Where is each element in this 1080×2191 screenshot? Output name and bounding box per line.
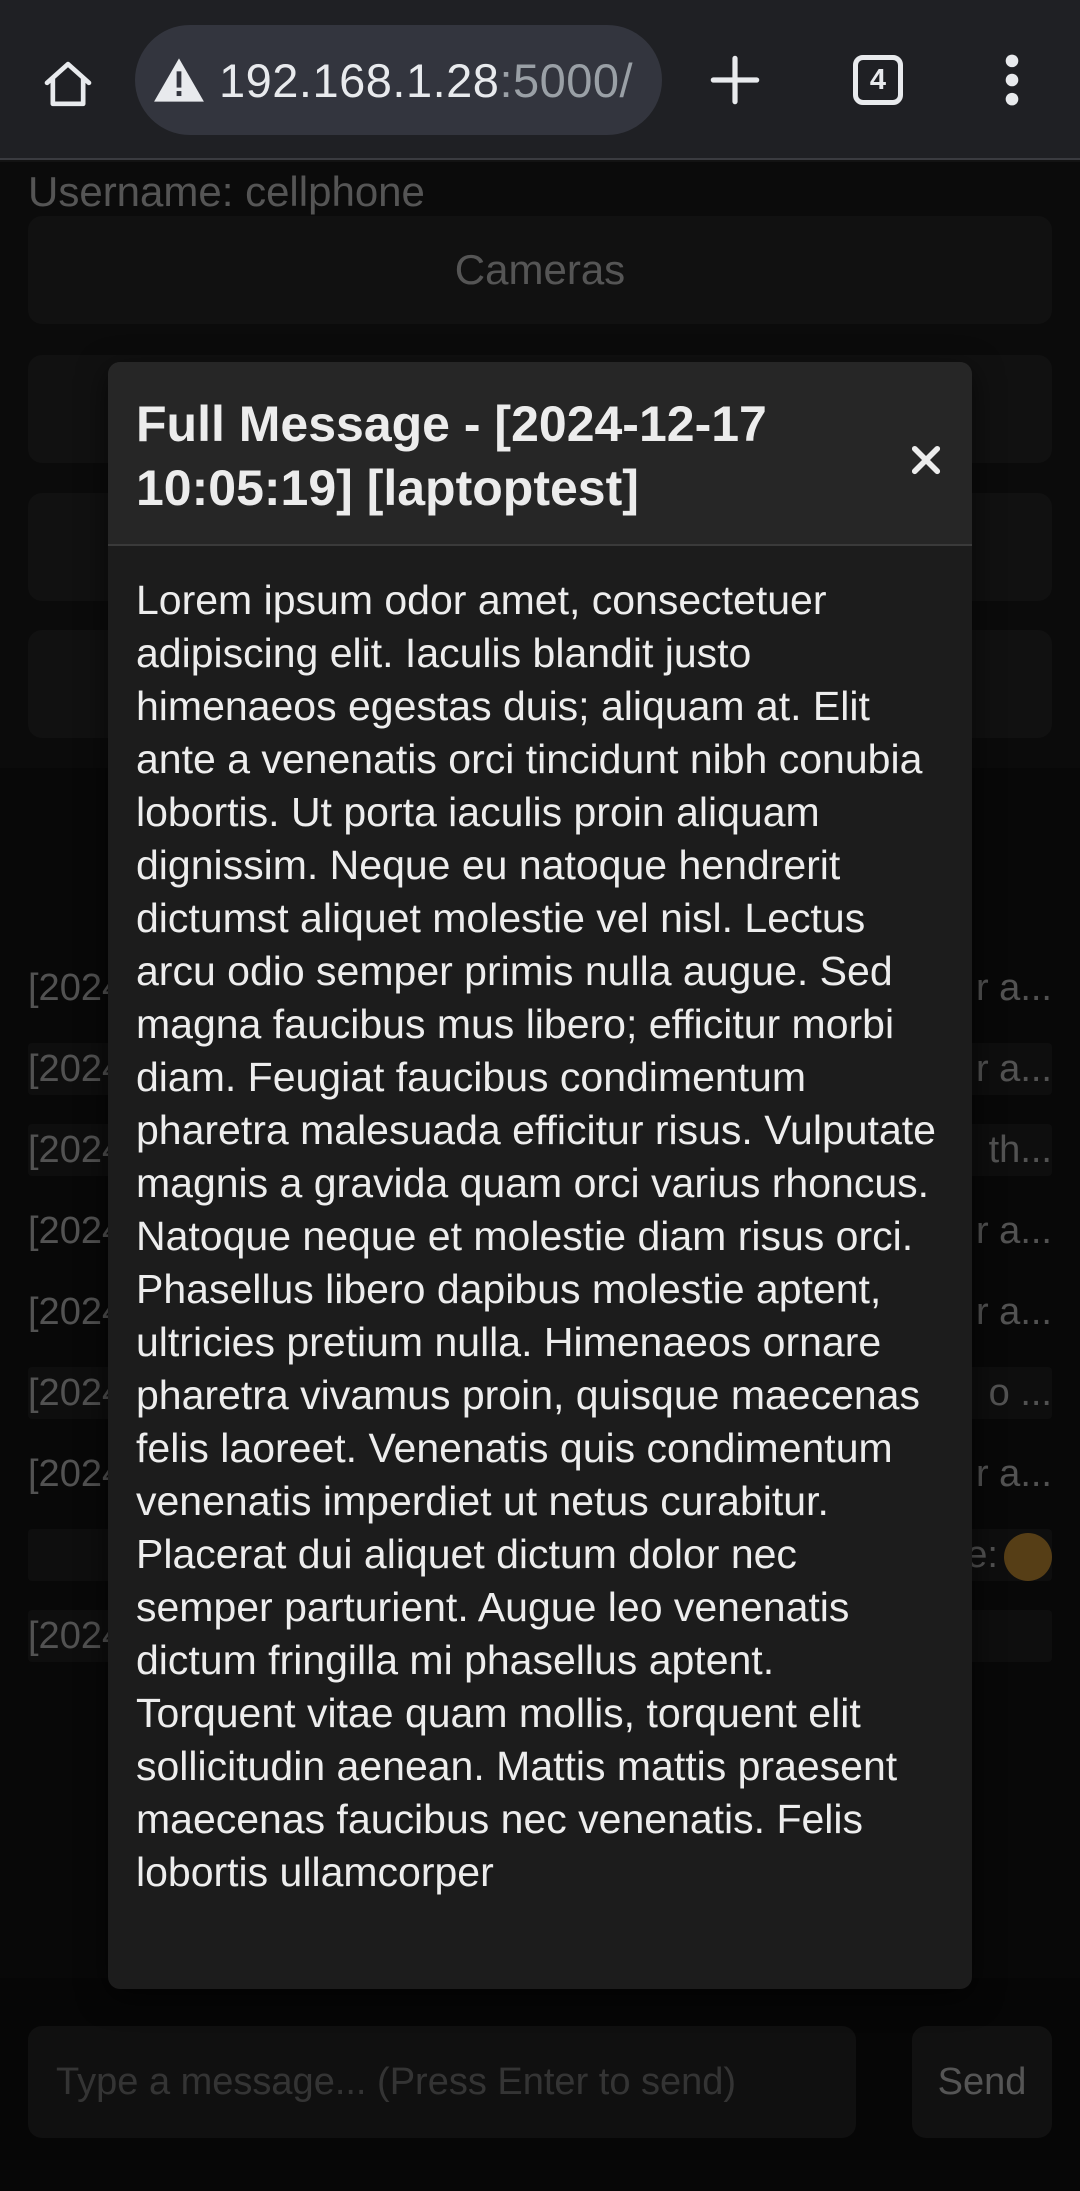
tab-switcher-button[interactable] xyxy=(838,40,918,120)
more-vert-icon xyxy=(1002,53,1022,107)
plus-icon xyxy=(709,54,761,106)
browser-toolbar xyxy=(0,0,1080,160)
url-host: 192.168.1.28 xyxy=(219,53,500,107)
warning-icon xyxy=(153,57,205,103)
modal-title: Full Message - [2024-12-17 10:05:19] [laptoptest] xyxy=(136,396,767,516)
browser-menu-button[interactable] xyxy=(972,40,1052,120)
modal-body[interactable] xyxy=(108,548,972,1989)
tab-count: 4 xyxy=(853,55,903,105)
modal-header xyxy=(108,362,972,546)
close-icon xyxy=(911,445,941,475)
new-tab-button[interactable] xyxy=(695,40,775,120)
url-port: :5000/ xyxy=(499,53,634,107)
close-button[interactable] xyxy=(898,432,954,488)
address-bar[interactable] xyxy=(135,25,662,135)
home-icon xyxy=(40,56,96,112)
message-body-text: Lorem ipsum odor amet, consectetuer adipiscing elit. Iaculis blandit justo himenaeos egestas duis; aliquam at. Elit ante a venenatis orci tincidunt nibh conubia lobortis. Ut porta iaculis proin aliquam dignissim. Neque eu natoque hendrerit dictumst aliquet molestie vel nisl. Lectus arcu odio semper primis nulla augue. Sed magna faucibus mus libero; efficitur morbi diam. Feugiat faucibus condimentum pharetra malesuada efficitur risus. Vulputate magnis a gravida quam orci varius rhoncus. Natoque neque et molestie diam risus orci. Phasellus libero dapibus molestie aptent, ultricies pretium nulla. Himenaeos ornare pharetra vivamus proin, quisque maecenas felis laoreet. Venenatis quis condimentum venenatis imperdiet ut netus curabitur. Placerat dui aliquet dictum dolor nec semper parturient. Augue leo venenatis dictum fringilla mi phasellus aptent. Torquent vitae quam mollis, torquent elit sollicitudin aenean. Mattis mattis praesent maecenas faucibus nec venenatis. Felis lobortis ullamcorper xyxy=(136,577,936,1895)
url-text xyxy=(219,53,633,108)
full-message-modal xyxy=(108,362,972,1989)
home-button[interactable] xyxy=(28,44,108,124)
